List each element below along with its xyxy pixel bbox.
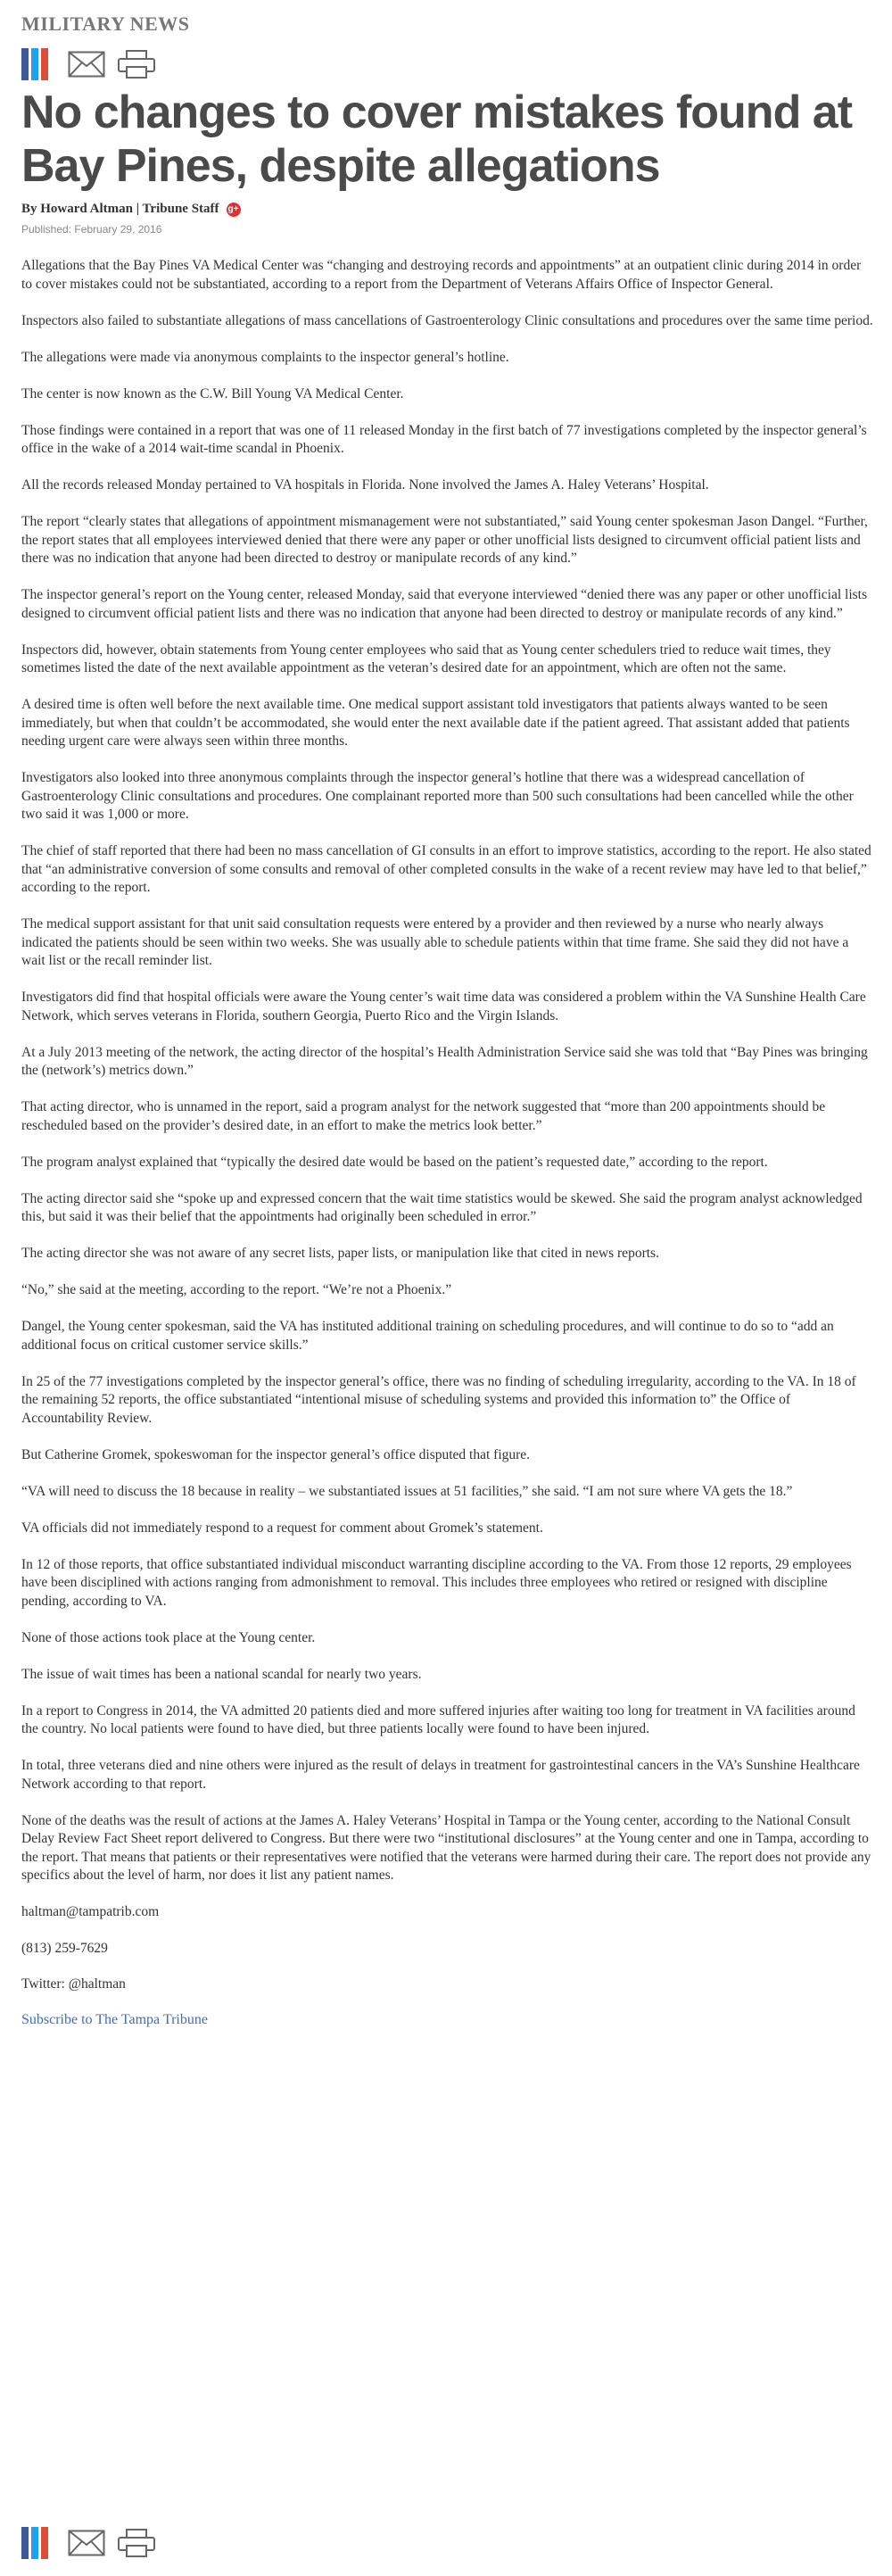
share-bar-blue xyxy=(21,48,29,80)
article-body xyxy=(21,257,873,2028)
article-toolbar-top xyxy=(21,48,157,80)
article-paragraph: Investigators also looked into three anonymous complaints through the inspector general’s hotline that there was a widespread cancellation of Gastroenterology Clinic consultations and procedures. One complainant reported more than 500 such consultations had been cancelled while the other two said it was 1,000 or more. xyxy=(21,770,854,822)
section-title: MILITARY NEWS xyxy=(21,12,190,35)
article-paragraph: Allegations that the Bay Pines VA Medical Center was “changing and destroying records and appointments” at an outpatient clinic during 2014 in order to cover mistakes could not be substantiated, according to a report from the Department of Veterans Affairs Office of Inspector General. xyxy=(21,258,862,292)
article-toolbar-bottom xyxy=(21,2527,157,2559)
article-paragraph: The acting director said she “spoke up and expressed concern that the wait time statistics would be skewed. She said the program analyst acknowledged this, but said it was their belief that the appointments had originally been scheduled in error.” xyxy=(21,1190,863,1224)
article-paragraph: “VA will need to discuss the 18 because in reality – we substantiated issues at 51 facilities,” she said. “I am not sure where VA gets the 18.” xyxy=(21,1483,793,1499)
article-paragraph: Dangel, the Young center spokesman, said the VA has instituted additional training on scheduling procedures, and will continue to do so to “add an additional focus on critical customer service skills.” xyxy=(21,1319,834,1353)
share-bar-lightblue xyxy=(31,48,38,80)
article-paragraph: In total, three veterans died and nine others were injured as the result of delays in treatment for gastrointestinal cancers in the VA’s Sunshine Healthcare Network according to that report. xyxy=(21,1758,860,1792)
print-icon[interactable] xyxy=(116,2527,157,2559)
contact-phone: (813) 259-7629 xyxy=(21,1940,108,1956)
article-paragraph: A desired time is often well before the next available time. One medical support assistant told investigators that patients always wanted to be seen immediately, but when that couldn’t be accommodated, she would enter the next available date if the patient agreed. That assistant added that patients needing urgent care were always seen within three months. xyxy=(21,697,850,749)
article-paragraph: Those findings were contained in a report that was one of 11 released Monday in the first batch of 77 investigations completed by the inspector general’s office in the wake of a 2014 wait-time scandal in Phoenix. xyxy=(21,422,867,456)
article-paragraph: Inspectors also failed to substantiate allegations of mass cancellations of Gastroenterology Clinic consultations and procedures over the same time period. xyxy=(21,312,873,328)
article-paragraph: None of those actions took place at the Young center. xyxy=(21,1629,316,1645)
article-paragraph: VA officials did not immediately respond to a request for comment about Gromek’s statement. xyxy=(21,1520,543,1536)
published-date: Published: February 29, 2016 xyxy=(21,223,162,236)
print-icon[interactable] xyxy=(116,48,157,80)
contact-twitter: Twitter: @haltman xyxy=(21,1976,126,1992)
article-paragraph: In a report to Congress in 2014, the VA admitted 20 patients died and more suffered injuries after waiting too long for treatment in VA facilities around the country. No local patients were found to have died, but three patients locally were found to have been injured. xyxy=(21,1702,855,1736)
article-paragraph: The chief of staff reported that there had been no mass cancellation of GI consults in an effort to improve statistics, according to the report. He also stated that “an administrative conversion of some consults and removal of other completed consults in the wake of a recent review may have led to that belief,” according to the report. xyxy=(21,843,871,895)
article-paragraph: The center is now known as the C.W. Bill Young VA Medical Center. xyxy=(21,385,404,402)
article-paragraph: The program analyst explained that “typically the desired date would be based on the patient’s requested date,” according to the report. xyxy=(21,1154,768,1170)
subscribe-link[interactable]: Subscribe to The Tampa Tribune xyxy=(21,2011,208,2027)
article-paragraph: Investigators did find that hospital officials were aware the Young center’s wait time data was considered a problem within the VA Sunshine Health Care Network, which serves veterans in Florida, southern Georgia, Puerto Rico and the Virgin Islands. xyxy=(21,990,866,1023)
article-paragraph: “No,” she said at the meeting, according to the report. “We’re not a Phoenix.” xyxy=(21,1282,452,1297)
email-icon[interactable] xyxy=(66,2527,107,2559)
byline xyxy=(21,202,241,217)
share-icon[interactable] xyxy=(21,2527,57,2559)
article-paragraph: None of the deaths was the result of actions at the James A. Haley Veterans’ Hospital in Tampa or the Young center, according to the National Consult Delay Review Fact Sheet report delivered to Congress. But there were two “institutional disclosures” at the Young center and one in Tampa, according to the report. That means that patients or their representatives were notified that the veterans were harmed during their care. The report does not provide any specifics about the level of harm, nor does it list any patient names. xyxy=(21,1812,871,1883)
contact-email: haltman@tampatrib.com xyxy=(21,1904,160,1919)
article-paragraph: Inspectors did, however, obtain statements from Young center employees who said that as Young center schedulers tried to reduce wait times, they sometimes listed the date of the next available appointment as the veteran’s desired date for an appointment, which are often not the same. xyxy=(21,642,831,675)
article-paragraph: At a July 2013 meeting of the network, the acting director of the hospital’s Health Administration Service said she was told that “Bay Pines was bringing the (network’s) metrics down.” xyxy=(21,1044,868,1078)
google-plus-icon[interactable]: g+ xyxy=(227,203,241,217)
email-icon[interactable] xyxy=(66,48,107,80)
article-paragraph: That acting director, who is unnamed in the report, said a program analyst for the network suggested that “more than 200 appointments should be rescheduled based on the provider’s desired date, in an effort to make the metrics look better.” xyxy=(21,1099,826,1133)
share-bar-blue xyxy=(21,2527,29,2559)
paragraph-list xyxy=(21,257,873,1885)
headline: No changes to cover mistakes found at Bay Pines, despite allegations xyxy=(21,87,853,192)
article-paragraph: But Catherine Gromek, spokeswoman for the inspector general’s office disputed that figure. xyxy=(21,1446,531,1462)
article-paragraph: The medical support assistant for that unit said consultation requests were entered by a provider and then reviewed by a nurse who nearly always indicated the patients should be seen within two weeks. She was usually able to schedule patients within that time frame. She said they did not have a wait list or the recall reminder list. xyxy=(21,916,849,968)
byline-text: By Howard Altman | Tribune Staff xyxy=(21,202,219,216)
article-paragraph: The acting director she was not aware of any secret lists, paper lists, or manipulation like that cited in news reports. xyxy=(21,1246,659,1261)
article-paragraph: The report “clearly states that allegations of appointment mismanagement were not substantiated,” said Young center spokesman Jason Dangel. “Further, the report states that all employees interviewed denied that there were any paper or other unofficial lists designed to circumvent official patient lists and there was no indication that anyone had been directed to destroy or manipulate records of any kind.” xyxy=(21,514,868,566)
article-paragraph: The allegations were made via anonymous complaints to the inspector general’s hotline. xyxy=(21,349,509,365)
article-paragraph: The issue of wait times has been a national scandal for nearly two years. xyxy=(21,1666,422,1682)
share-bar-red xyxy=(41,2527,48,2559)
share-bar-lightblue xyxy=(31,2527,38,2559)
share-bar-red xyxy=(41,48,48,80)
share-icon[interactable] xyxy=(21,48,57,80)
article-paragraph: In 25 of the 77 investigations completed by the inspector general’s office, there was no finding of scheduling irregularity, according to the VA. In 18 of the remaining 52 reports, the office substantiated “intentional misuse of scheduling systems and provided this information to” the Office of Accountability Review. xyxy=(21,1373,856,1426)
article-paragraph: All the records released Monday pertained to VA hospitals in Florida. None involved the James A. Haley Veterans’ Hospital. xyxy=(21,477,709,493)
article-paragraph: In 12 of those reports, that office substantiated individual misconduct warranting discipline according to the VA. From those 12 reports, 29 employees have been disciplined with actions ranging from admonishment to removal. This includes three employees who retired or resigned with discipline pending, according to VA. xyxy=(21,1556,852,1609)
article-paragraph: The inspector general’s report on the Young center, released Monday, said that everyone interviewed “denied there was any paper or other unofficial lists designed to circumvent official patient lists and there was no indication that anyone had been directed to destroy or manipulate records of any kind.” xyxy=(21,587,867,621)
